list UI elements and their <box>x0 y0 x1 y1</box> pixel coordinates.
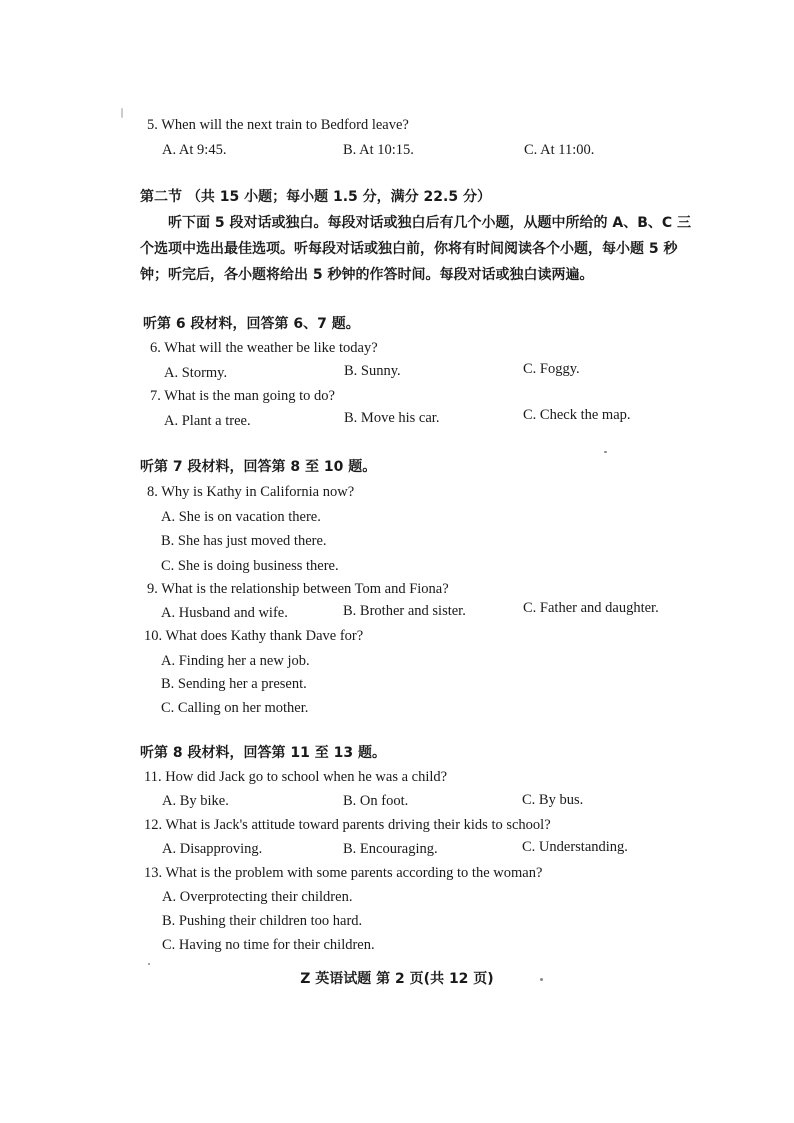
q9-option-c: C. Father and daughter. <box>523 600 659 616</box>
q11-question: 11. How did Jack go to school when he was a child? <box>144 769 448 785</box>
passage8-heading: 听第 8 段材料，回答第 11 至 13 题。 <box>140 745 386 761</box>
q5-option-a: A. At 9:45. <box>162 142 227 158</box>
page-footer: Z 英语试题 第 2 页(共 12 页) <box>300 971 494 987</box>
q5-option-c: C. At 11:00. <box>524 142 595 158</box>
q12-option-a: A. Disapproving. <box>162 841 263 857</box>
q6-option-c: C. Foggy. <box>523 361 580 377</box>
q5-question: 5. When will the next train to Bedford leave? <box>147 117 409 133</box>
scan-speck <box>148 963 150 965</box>
q7-option-a: A. Plant a tree. <box>164 413 251 429</box>
q8-option-c: C. She is doing business there. <box>161 558 339 574</box>
q9-option-a: A. Husband and wife. <box>161 605 288 621</box>
q10-option-a: A. Finding her a new job. <box>161 653 310 669</box>
q10-option-c: C. Calling on her mother. <box>161 700 309 716</box>
q10-option-b: B. Sending her a present. <box>161 676 307 692</box>
q9-option-b: B. Brother and sister. <box>343 603 466 619</box>
q13-option-b: B. Pushing their children too hard. <box>162 913 363 929</box>
scan-speck <box>540 978 543 981</box>
q8-option-a: A. She is on vacation there. <box>161 509 321 525</box>
passage7-heading: 听第 7 段材料，回答第 8 至 10 题。 <box>140 459 377 475</box>
q7-option-c: C. Check the map. <box>523 407 631 423</box>
q6-option-a: A. Stormy. <box>164 365 228 381</box>
section2-header: 第二节 （共 15 小题；每小题 1.5 分，满分 22.5 分） <box>140 189 491 205</box>
passage6-heading: 听第 6 段材料，回答第 6、7 题。 <box>143 316 360 332</box>
q12-option-b: B. Encouraging. <box>343 841 438 857</box>
q7-question: 7. What is the man going to do? <box>150 388 335 404</box>
q13-option-a: A. Overprotecting their children. <box>162 889 353 905</box>
scan-mark <box>121 108 123 118</box>
q10-question: 10. What does Kathy thank Dave for? <box>144 628 364 644</box>
q5-option-b: B. At 10:15. <box>343 142 414 158</box>
q11-option-a: A. By bike. <box>162 793 229 809</box>
scan-speck <box>604 451 607 453</box>
q6-option-b: B. Sunny. <box>344 363 401 379</box>
section2-instructions: 听下面 5 段对话或独白。每段对话或独白后有几个小题，从题中所给的 A、B、C 三个选项中选出最佳选项。听每段对话或独白前，你将有时间阅读各个小题，每小题 5 秒钟；听完后，各小题将给出 5 秒钟的作答时间。每段对话或独白读两遍。 <box>140 215 692 283</box>
q11-option-c: C. By bus. <box>522 792 584 808</box>
q13-question: 13. What is the problem with some parents according to the woman? <box>144 865 543 881</box>
q13-option-c: C. Having no time for their children. <box>162 937 375 953</box>
q7-option-b: B. Move his car. <box>344 410 440 426</box>
q8-question: 8. Why is Kathy in California now? <box>147 484 355 500</box>
q9-question: 9. What is the relationship between Tom and Fiona? <box>147 581 449 597</box>
q12-question: 12. What is Jack's attitude toward parents driving their kids to school? <box>144 817 551 833</box>
q6-question: 6. What will the weather be like today? <box>150 340 378 356</box>
q8-option-b: B. She has just moved there. <box>161 533 327 549</box>
q12-option-c: C. Understanding. <box>522 839 628 855</box>
q11-option-b: B. On foot. <box>343 793 409 809</box>
